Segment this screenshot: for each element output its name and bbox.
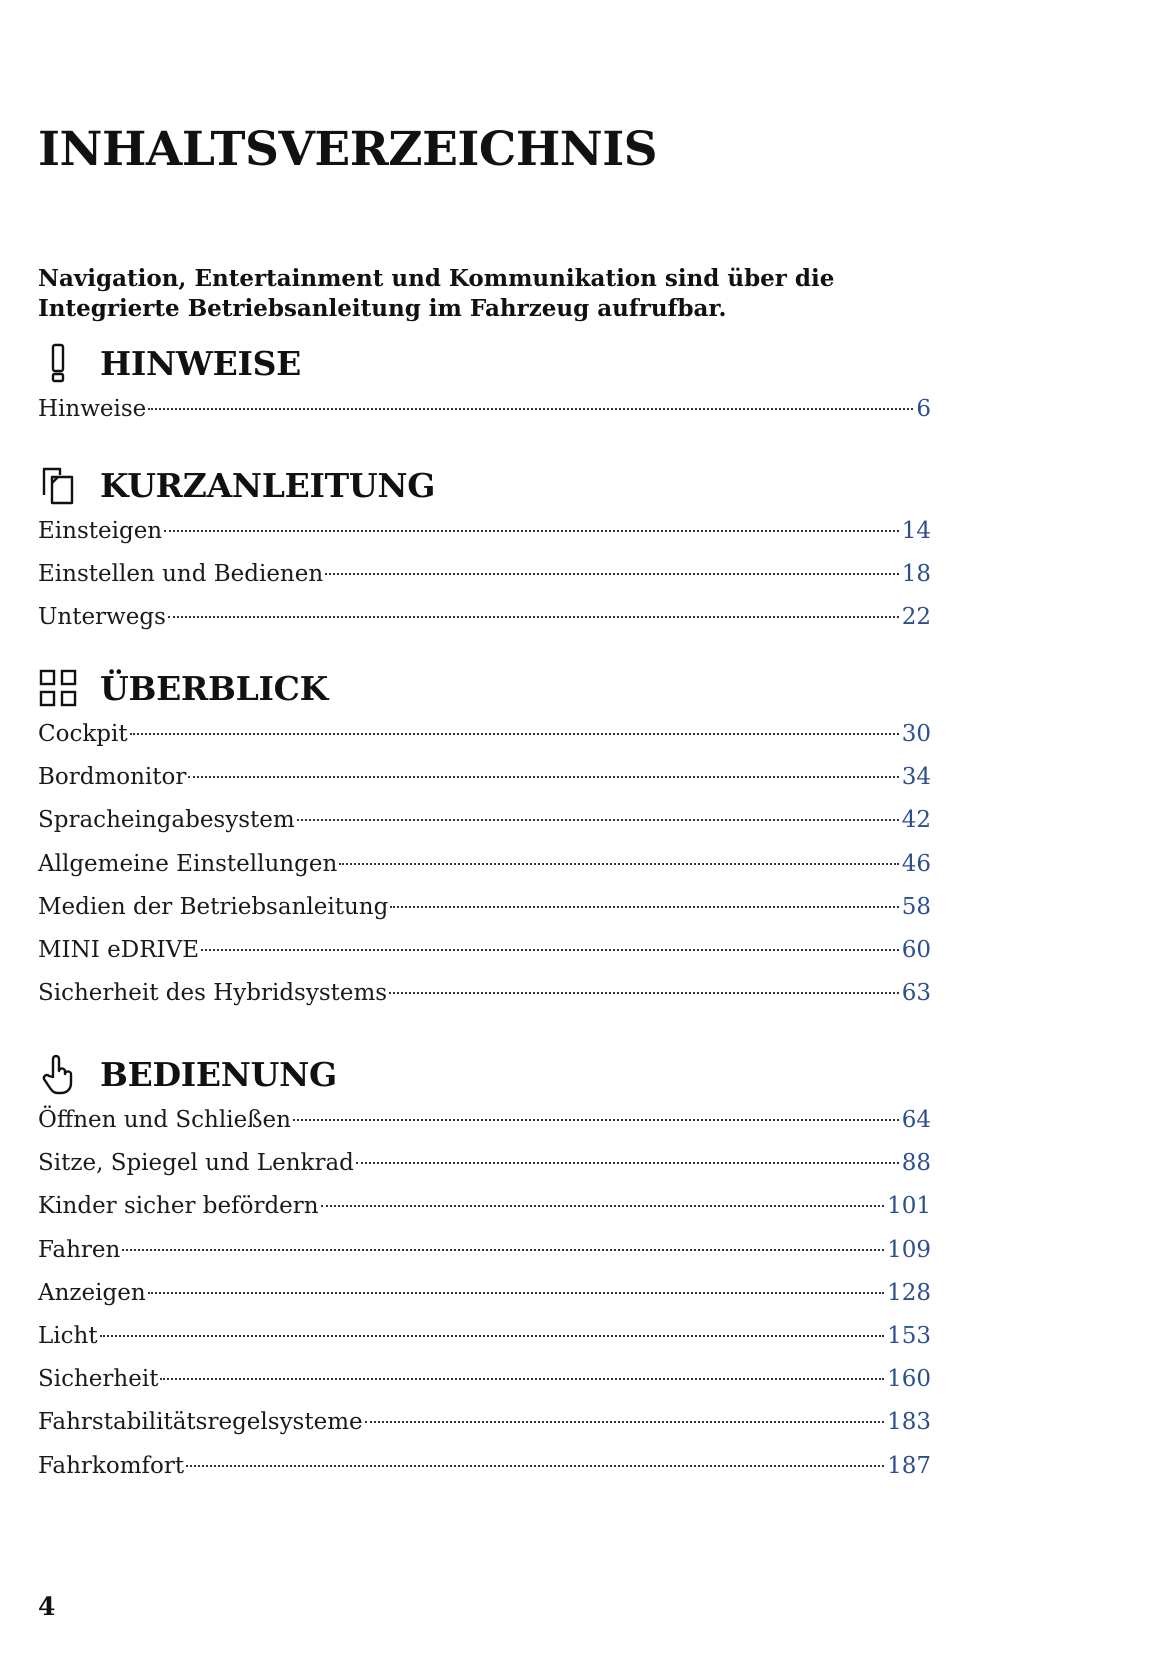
grid-overview-icon (38, 667, 78, 709)
toc-entry-label: Spracheingabesystem (38, 807, 295, 834)
leader-dots (389, 992, 899, 994)
leader-dots (188, 776, 898, 778)
leader-dots (148, 1292, 884, 1294)
toc-entry-label: Allgemeine Einstellungen (38, 850, 338, 877)
toc-entry-fahren[interactable] (38, 1229, 931, 1272)
leader-dots (339, 863, 898, 865)
toc-entry-label: Bordmonitor (38, 764, 187, 791)
leader-dots (201, 949, 899, 951)
section-header (38, 1051, 931, 1097)
toc-entry-label: Fahren (38, 1236, 121, 1263)
toc-entry-label: Anzeigen (38, 1279, 146, 1306)
toc-entry-einstellen-und-bedienen[interactable] (38, 553, 931, 596)
toc-entry-page-link[interactable]: 109 (887, 1236, 931, 1263)
leader-dots (186, 1465, 884, 1467)
toc-entry-label: MINI eDRIVE (38, 936, 200, 963)
quick-guide-icon (38, 464, 78, 506)
leader-dots (297, 819, 899, 821)
toc-entries (38, 713, 931, 1015)
toc-entries (38, 1099, 931, 1488)
toc-entry-label: Fahrkomfort (38, 1452, 185, 1479)
toc-entry-page-link[interactable]: 101 (887, 1193, 931, 1220)
toc-entry-page-link[interactable]: 18 (901, 561, 931, 588)
toc-entry-page-link[interactable]: 34 (901, 764, 931, 791)
toc-entry-page-link[interactable]: 22 (901, 604, 931, 631)
section-title: KURZANLEITUNG (100, 465, 436, 505)
toc-entry-label: Öffnen und Schließen (38, 1107, 291, 1133)
toc-entry-label: Licht (38, 1322, 98, 1349)
toc-entry-licht[interactable] (38, 1315, 931, 1358)
leader-dots (293, 1119, 899, 1121)
toc-entry-page-link[interactable]: 187 (887, 1452, 931, 1479)
toc-entry-label: Einsteigen (38, 518, 163, 544)
toc-entry-page-link[interactable]: 14 (901, 518, 931, 544)
intro-text: Navigation, Entertainment und Kommunikation sind über die Integrierte Betriebsanleitung im Fahrzeug aufrufbar. (38, 265, 835, 322)
leader-dots (164, 530, 899, 532)
toc-entry-unterwegs[interactable] (38, 596, 931, 639)
toc-entry-oeffnen-und-schliessen[interactable] (38, 1099, 931, 1142)
toc-entry-page-link[interactable]: 46 (901, 850, 931, 877)
toc-entry-label: Hinweise (38, 396, 147, 422)
toc-entries (38, 510, 931, 640)
leader-dots (100, 1335, 885, 1337)
toc-entry-hinweise[interactable] (38, 388, 931, 431)
section-title: BEDIENUNG (100, 1054, 337, 1094)
toc-entry-page-link[interactable]: 128 (887, 1279, 931, 1306)
toc-entry-page-link[interactable]: 183 (887, 1409, 931, 1436)
toc-entry-bordmonitor[interactable] (38, 756, 931, 799)
section-header (38, 665, 931, 711)
section-header (38, 462, 931, 508)
page-number: 4 (38, 1592, 56, 1621)
toc-entry-sicherheit[interactable] (38, 1358, 931, 1401)
leader-dots (168, 616, 899, 618)
section-kurzanleitung (38, 462, 931, 640)
toc-entry-label: Kinder sicher befördern (38, 1193, 319, 1220)
toc-entry-kinder-sicher-befoerdern[interactable] (38, 1185, 931, 1228)
leader-dots (365, 1421, 884, 1423)
toc-entry-einsteigen[interactable] (38, 510, 931, 553)
toc-entry-sicherheit-des-hybridsystems[interactable] (38, 972, 931, 1015)
toc-entry-page-link[interactable]: 42 (901, 807, 931, 834)
toc-entry-medien-der-betriebsanleitung[interactable] (38, 886, 931, 929)
toc-entry-anzeigen[interactable] (38, 1272, 931, 1315)
section-header (38, 340, 931, 386)
leader-dots (148, 408, 913, 410)
page-title: INHALTSVERZEICHNIS (38, 122, 658, 177)
toc-entry-page-link[interactable]: 153 (887, 1322, 931, 1349)
toc-entry-page-link[interactable]: 30 (901, 721, 931, 747)
toc-entry-label: Unterwegs (38, 604, 166, 631)
toc-entry-label: Medien der Betriebsanleitung (38, 893, 389, 920)
section-hinweise (38, 340, 931, 431)
section-title: ÜBERBLICK (100, 668, 329, 708)
leader-dots (390, 906, 898, 908)
toc-entry-page-link[interactable]: 58 (901, 893, 931, 920)
toc-entry-page-link[interactable]: 6 (916, 396, 931, 422)
exclamation-icon (38, 342, 78, 384)
toc-entry-cockpit[interactable] (38, 713, 931, 756)
leader-dots (325, 573, 899, 575)
toc-entry-allgemeine-einstellungen[interactable] (38, 843, 931, 886)
leader-dots (160, 1378, 884, 1380)
leader-dots (321, 1205, 885, 1207)
section-bedienung (38, 1051, 931, 1488)
section-ueberblick (38, 665, 931, 1015)
toc-entry-label: Fahrstabilitätsregelsysteme (38, 1409, 363, 1436)
leader-dots (356, 1162, 899, 1164)
toc-entry-label: Sitze, Spiegel und Lenkrad (38, 1150, 354, 1177)
toc-entry-page-link[interactable]: 160 (887, 1366, 931, 1393)
toc-entry-page-link[interactable]: 63 (901, 980, 931, 1007)
toc-entry-label: Sicherheit des Hybridsystems (38, 980, 388, 1007)
toc-entry-mini-edrive[interactable] (38, 929, 931, 972)
toc-entry-fahrkomfort[interactable] (38, 1445, 931, 1488)
toc-entry-page-link[interactable]: 88 (901, 1150, 931, 1177)
toc-entry-page-link[interactable]: 64 (901, 1107, 931, 1133)
toc-entry-label: Cockpit (38, 721, 128, 747)
toc-entry-label: Einstellen und Bedienen (38, 561, 324, 588)
section-title: HINWEISE (100, 343, 302, 383)
toc-entry-page-link[interactable]: 60 (901, 936, 931, 963)
leader-dots (130, 733, 899, 735)
leader-dots (122, 1249, 884, 1251)
toc-entries (38, 388, 931, 431)
toc-entry-spracheingabesystem[interactable] (38, 799, 931, 842)
toc-entry-sitze-spiegel-lenkrad[interactable] (38, 1142, 931, 1185)
toc-entry-label: Sicherheit (38, 1366, 159, 1393)
hand-pointer-icon (38, 1053, 78, 1095)
toc-entry-fahrstabilitaetsregelsysteme[interactable] (38, 1401, 931, 1444)
